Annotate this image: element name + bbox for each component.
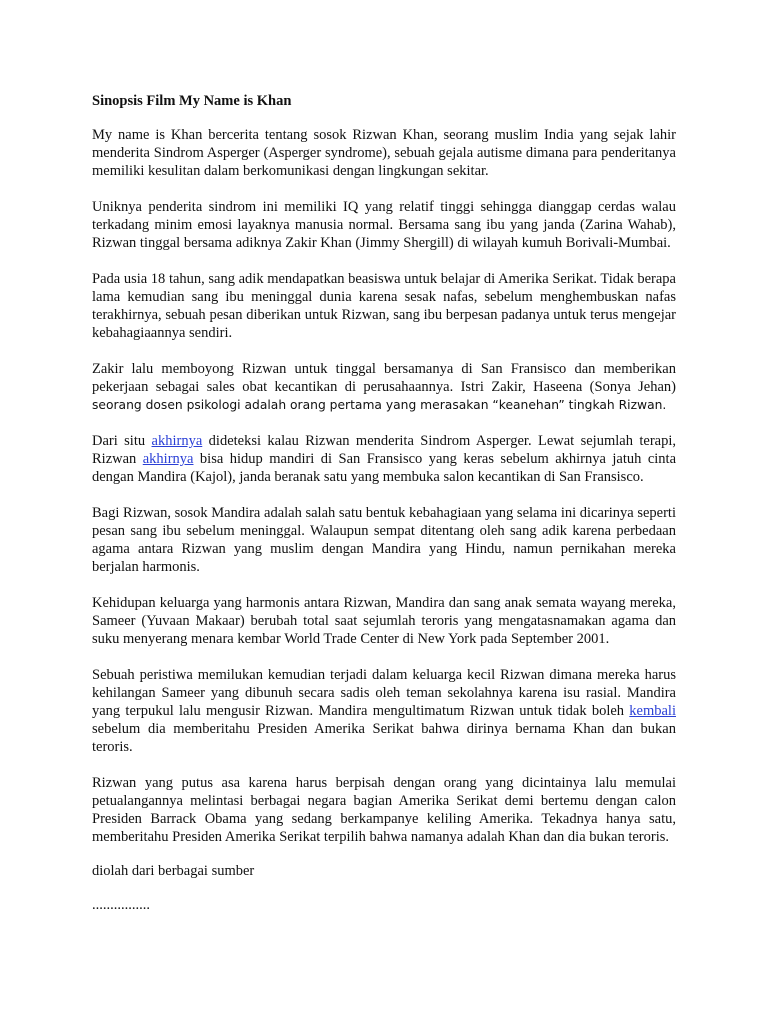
paragraph-4-sans-text: seorang dosen psikologi adalah orang pertama yang merasakan “keanehan” tingkah Rizwan. bbox=[92, 398, 667, 412]
paragraph-5-text-a: Dari situ bbox=[92, 433, 152, 449]
paragraph-1: My name is Khan bercerita tentang sosok Rizwan Khan, seorang muslim India yang sejak lahir menderita Sindrom Asperger (Asperger syndrome), sebuah gejala autisme dimana para penderitanya memiliki kesulitan dalam berkomunikasi dengan lingkungan sekitar. bbox=[92, 127, 676, 179]
document-page bbox=[92, 92, 676, 932]
paragraph-5-text-c: bisa hidup mandiri di San Fransisco yang keras sebelum akhirnya jatuh cinta dengan Mandira (Kajol), janda beranak satu yang membuka salon kecantikan di San Fransisco. bbox=[92, 451, 677, 485]
paragraph-9: Rizwan yang putus asa karena harus berpisah dengan orang yang dicintainya lalu memulai petualangannya melintasi berbagai negara bagian Amerika Serikat demi bertemu dengan calon Presiden Barrack Obama yang sedang berkampanye keliling Amerika. Tekadnya hanya satu, memberitahu Presiden Amerika Serikat terpilih bahwa namanya adalah Khan dan dia bukan teroris. bbox=[92, 775, 676, 845]
document-title: Sinopsis Film My Name is Khan bbox=[92, 93, 292, 109]
paragraph-8-text-b: sebelum dia memberitahu Presiden Amerika Serikat bahwa dirinya bernama Khan dan bukan teroris. bbox=[92, 721, 676, 755]
paragraph-5-text-b: dideteksi kalau Rizwan menderita Sindrom Asperger. Lewat sejumlah terapi, Rizwan bbox=[92, 433, 676, 467]
paragraph-6: Bagi Rizwan, sosok Mandira adalah salah satu bentuk kebahagiaan yang selama ini dicarinya seperti pesan sang ibu sebelum meninggal. Walaupun sempat ditentang oleh sang adik karena perbedaan agama antara Rizwan yang muslim dengan Mandira yang Hindu, namun pernikahan mereka berjalan harmonis. bbox=[92, 505, 676, 575]
kembali-link[interactable]: kembali bbox=[629, 703, 676, 719]
paragraph-3: Pada usia 18 tahun, sang adik mendapatkan beasiswa untuk belajar di Amerika Serikat. Tidak berapa lama kemudian sang ibu meninggal dunia karena sesak nafas, sebelum menghembuskan nafas terakhirnya, sebuah pesan diberikan untuk Rizwan, sang ibu berpesan padanya untuk terus mengejar kebahagiaannya sendiri. bbox=[92, 271, 676, 341]
paragraph-4-text: Zakir lalu memboyong Rizwan untuk tinggal bersamanya di San Fransisco dan memberikan pekerjaan sebagai sales obat kecantikan di perusahaannya. Istri Zakir, Haseena (Sonya Jehan) bbox=[92, 361, 676, 395]
paragraph-2: Uniknya penderita sindrom ini memiliki IQ yang relatif tinggi sehingga dianggap cerdas walau terkadang minim emosi layaknya manusia normal. Bersama sang ibu yang janda (Zarina Wahab), Rizwan tinggal bersama adiknya Zakir Khan (Jimmy Shergill) di wilayah kumuh Borivali-Mumbai. bbox=[92, 199, 676, 251]
paragraph-5 bbox=[92, 432, 676, 486]
ellipsis-dots: ................ bbox=[92, 897, 150, 913]
akhirnya-link-1[interactable]: akhirnya bbox=[151, 433, 203, 449]
paragraph-8 bbox=[92, 666, 676, 756]
paragraph-8-text-a: Sebuah peristiwa memilukan kemudian terjadi dalam keluarga kecil Rizwan dimana mereka harus kehilangan Sameer yang dibunuh secara sadis oleh teman sekolahnya karena isu rasial. Mandira yang terpukul lalu mengusir Rizwan. Mandira mengultimatum Rizwan untuk tidak boleh bbox=[92, 667, 676, 719]
akhirnya-link-2[interactable]: akhirnya bbox=[142, 451, 194, 467]
paragraph-4 bbox=[92, 360, 676, 414]
source-note: diolah dari berbagai sumber bbox=[92, 863, 255, 879]
paragraph-7: Kehidupan keluarga yang harmonis antara Rizwan, Mandira dan sang anak semata wayang mereka, Sameer (Yuvaan Makaar) berubah total saat sejumlah teroris yang mengatasnamakan agama dan suku menyerang menara kembar World Trade Center di New York pada September 2001. bbox=[92, 595, 676, 647]
